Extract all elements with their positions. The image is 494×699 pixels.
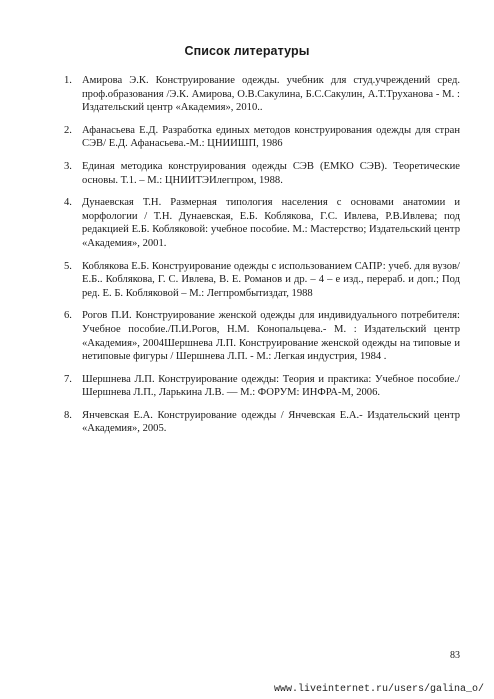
reference-number: 6. (64, 310, 72, 322)
reference-number: 5. (64, 260, 72, 272)
reference-text: Коблякова Е.Б. Конструирование одежды с использованием САПР: учеб. для вузов/ Е.Б.. Коблякова, Г. С. Ивлева, В. Е. Романов и др. – 4 – е изд., перераб. и доп.; Под ред. Е. Б. Кобляковой – М.: Легпромбытиздат, 1988 (82, 260, 460, 299)
reference-item (64, 373, 460, 400)
reference-text: Единая методика конструирования одежды СЭВ (ЕМКО СЭВ). Теоретические основы. Т.1. – М.: ЦНИИТЭИлегпром, 1988. (82, 160, 460, 186)
reference-number: 7. (64, 373, 72, 385)
reference-item (64, 160, 460, 187)
reference-item (64, 260, 460, 301)
reference-text: Рогов П.И. Конструирование женской одежды для индивидуального потребителя: Учебное пособие./П.И.Рогов, Н.М. Конопальцева.- М. : Издательский центр «Академия», 2004Шершнева Л.П. Конструирование женской одежды на типовые и нетиповые фигуры / Шершнева Л.П. - М.: Легкая индустрия, 1984 . (82, 310, 460, 363)
reference-number: 1. (64, 75, 72, 86)
reference-item (64, 309, 460, 363)
watermark-url: www.liveinternet.ru/users/galina_o/ (273, 684, 484, 695)
reference-item (64, 74, 460, 115)
reference-text: Янчевская Е.А. Конструирование одежды / Янчевская Е.А.- Издательский центр «Академия», 2005. (82, 409, 460, 435)
reference-text: Амирова Э.К. Конструирование одежды. учебник для студ.учреждений сред. проф.образования /Э.К. Амирова, О.В.Сакулина, Б.С.Сакулин, А.Т.Труханова - М. : Издательский центр «Академия», 2010.. (82, 75, 460, 114)
reference-number: 2. (64, 124, 72, 136)
reference-number: 3. (64, 160, 72, 172)
reference-list (64, 74, 460, 445)
reference-item (64, 124, 460, 151)
reference-text: Афанасьева Е.Д. Разработка единых методов конструирования одежды для стран СЭВ/ Е.Д. Афанасьева.-М.: ЦНИИШП, 1986 (82, 124, 460, 150)
reference-text: Шершнева Л.П. Конструирование одежды: Теория и практика: Учебное пособие./ Шершнева Л.П., Ларькина Л.В. — М.: ФОРУМ: ИНФРА-М, 2006. (82, 373, 460, 399)
page-number: 83 (450, 650, 460, 661)
reference-number: 8. (64, 409, 72, 421)
reference-item (64, 196, 460, 250)
reference-text: Дунаевская Т.Н. Размерная типология населения с основами анатомии и морфологии / Т.Н. Дунаевская, Е.Б. Коблякова, Г.С. Ивлева, Р.В.Ивлева; под редакцией Е.Б. Кобляковой: учебное пособие. М.: Мастерство; Издательский центр «Академия», 2001. (82, 197, 460, 249)
reference-item (64, 409, 460, 436)
reference-number: 4. (64, 197, 72, 209)
page-title: Список литературы (184, 44, 310, 58)
